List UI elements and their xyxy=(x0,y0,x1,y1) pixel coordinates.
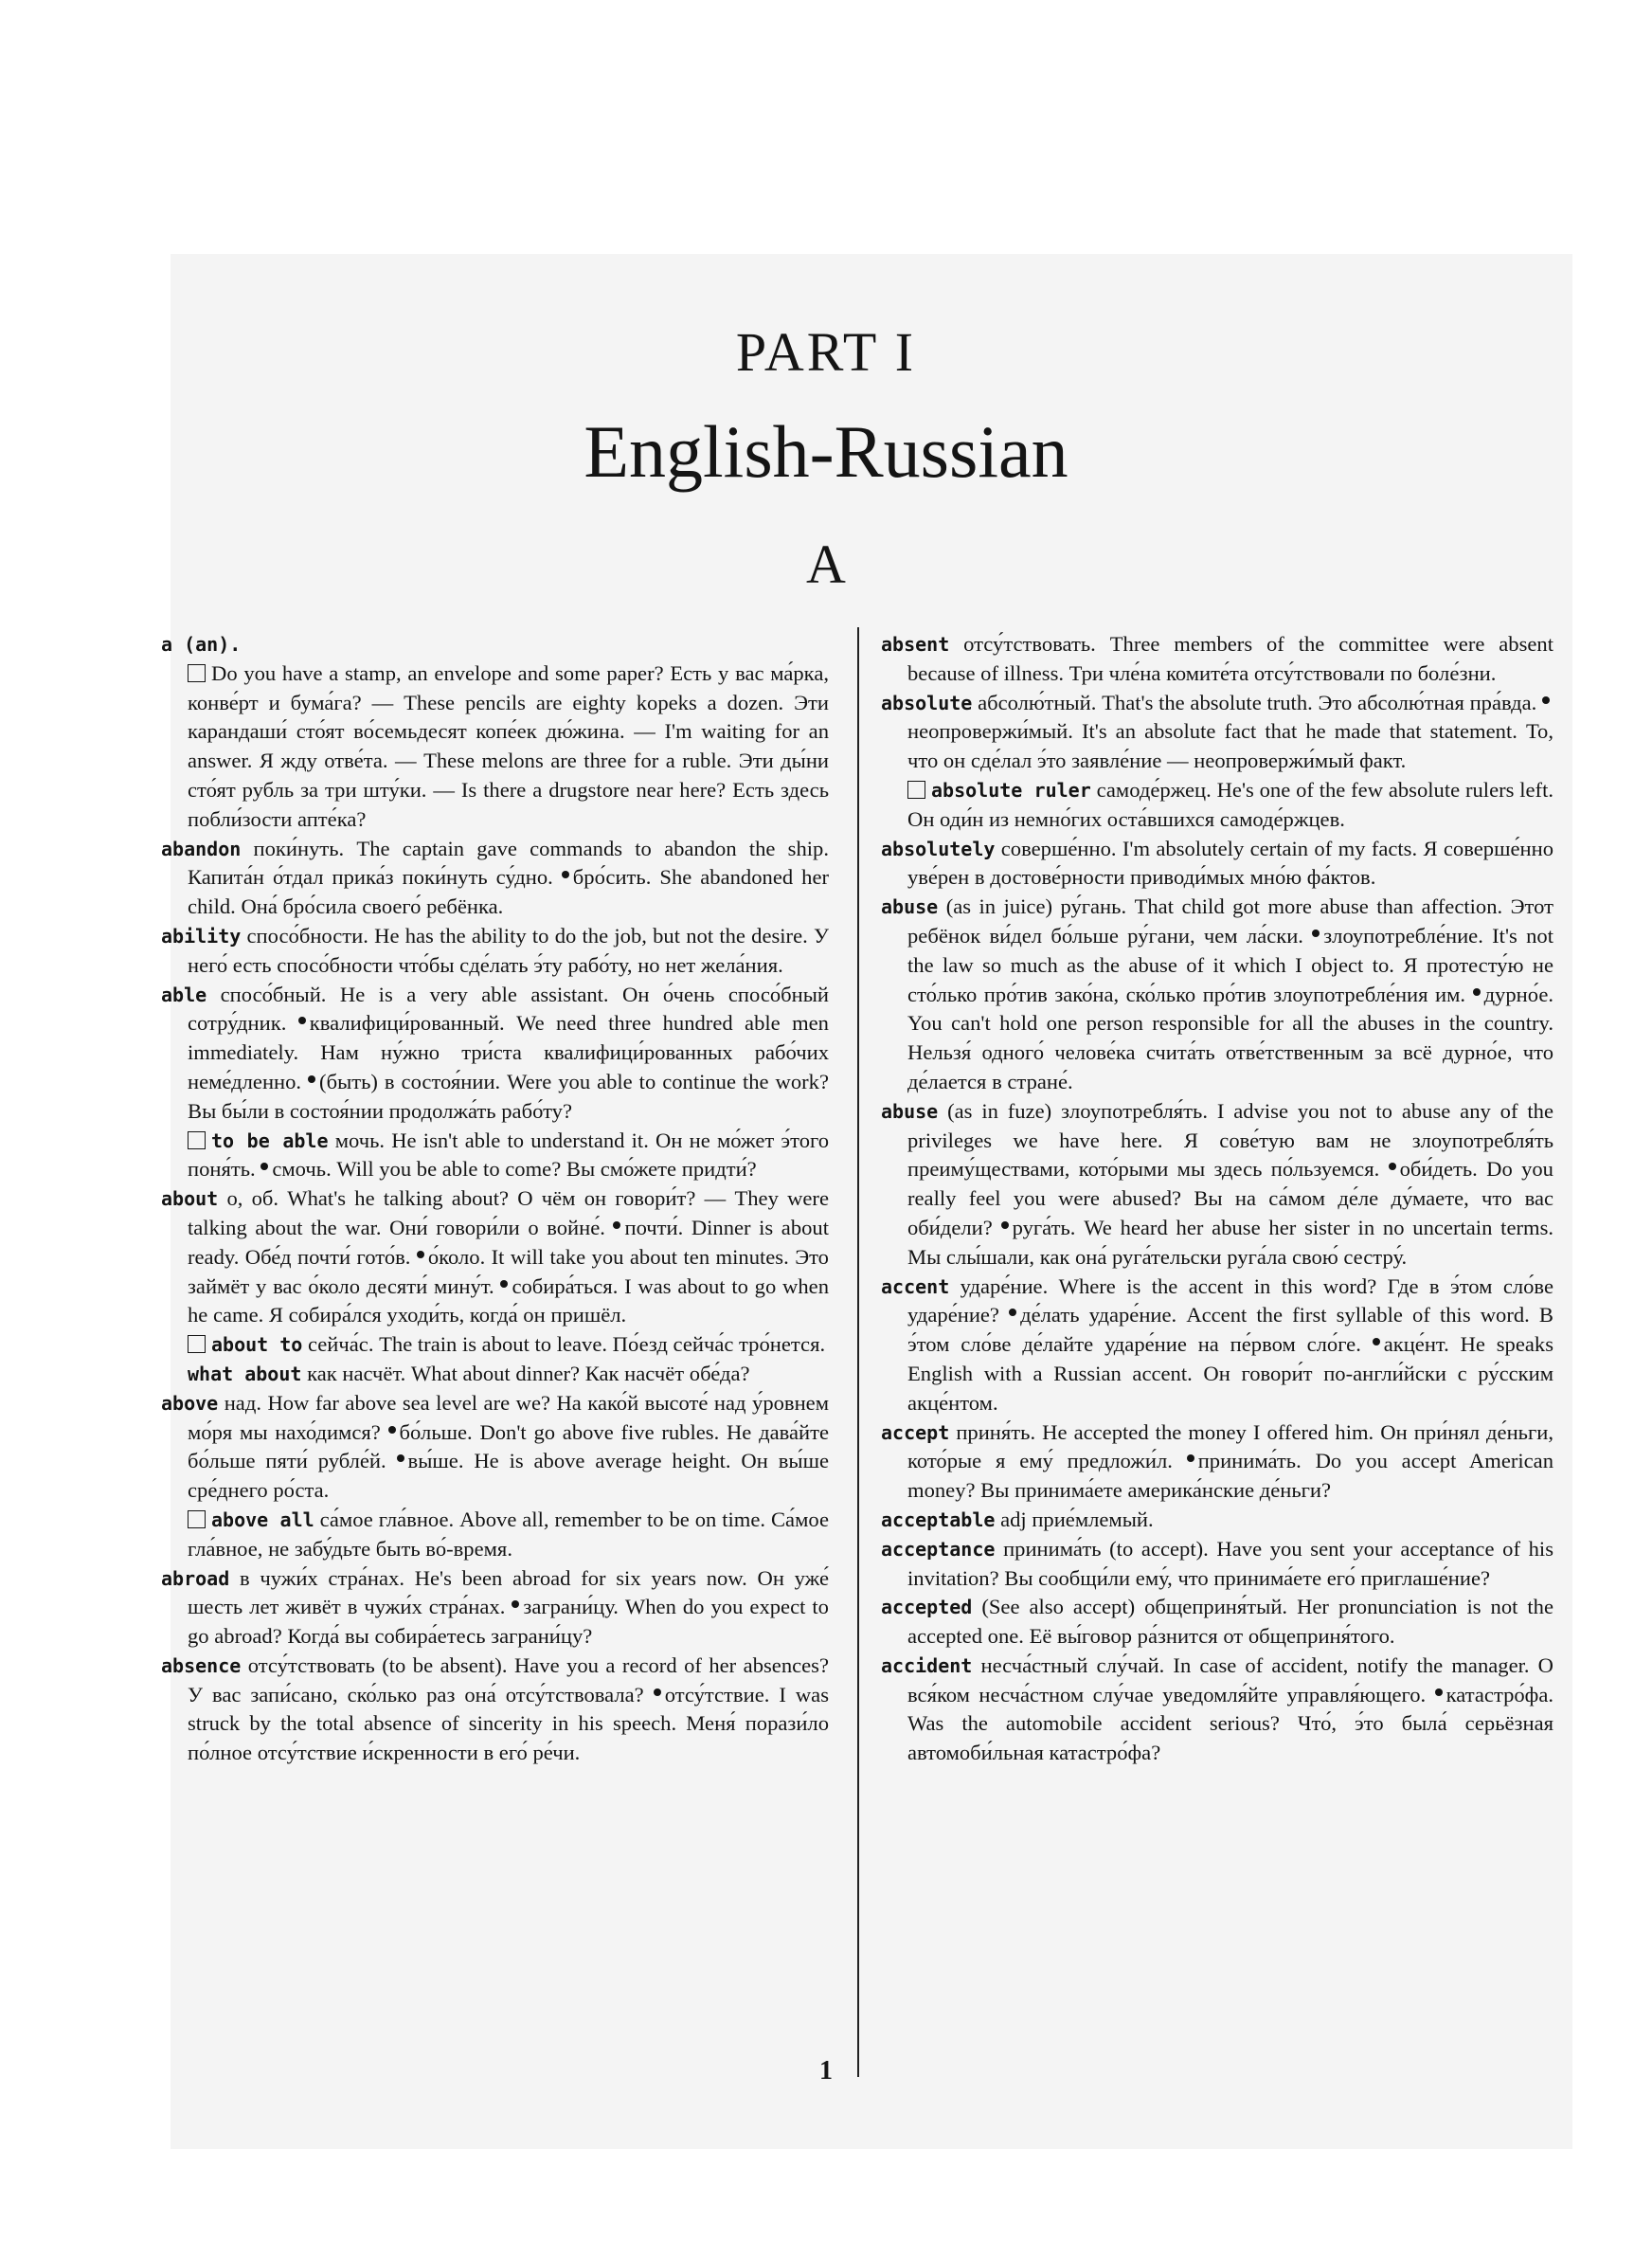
entry-text: спосо́бный. He is a very able assistant. Он о́чень спосо́бный сотру́дник. квалифици́рованный. We need three hundred able men immediately. Нам ну́жно три́ста квалифици́рованных рабо́чих неме́дленно. (быть) в состоя́нии. Were you able to continue the work? Вы бы́ли в состоя́нии продолжа́ть рабо́ту? xyxy=(188,982,829,1123)
bullet-icon xyxy=(308,1075,315,1083)
headword: abuse xyxy=(881,1099,939,1123)
entry-text: (as in juice) ру́гань. That child got more abuse than affection. Этот ребёнок ви́дел бо́льше ру́гани, чем ла́ски. злоупотребле́ние. It's not the law so much as the abuse of it which I object to. Я протесту́ю не сто́лько про́тив зако́на, ско́лько про́тив злоупотребле́ния им. дурно́е. You can't hold one person responsible for all the abuses in the country. Нельзя́ одного́ челове́ка счита́ть отве́тственным за всё дурно́е, что де́лается в стране́. xyxy=(907,894,1553,1093)
bullet-icon xyxy=(298,1017,306,1024)
bullet-icon xyxy=(562,871,569,878)
dictionary-entry xyxy=(881,1506,1553,1535)
entry-text: Do you have a stamp, an envelope and some paper? Есть у вас ма́рка, конве́рт и бума́га? — These pencils are eighty kopeks a dozen. Эти карандаши́ сто́ят во́семьдесят копе́ек дю́жина. — I'm waiting for an answer. Я жду отве́та. — These melons are three for a ruble. Эти ды́ни сто́ят рубль за три шту́ки. — Is there a drugstore near here? Есть здесь побли́зости апте́ка? xyxy=(188,660,829,831)
entry-text: отсу́тствовать (to be absent). Have you a record of her absences? У вас запи́сано, ско́лько раз она́ отсу́тствовала? отсу́тствие. I was struck by the total absence of sincerity in his speech. Меня́ порази́ло по́лное отсу́тствие и́скренности в его́ ре́чи. xyxy=(188,1652,829,1765)
headword: about xyxy=(161,1187,219,1211)
column-divider xyxy=(857,627,859,2077)
box-icon xyxy=(188,1131,206,1149)
bullet-icon xyxy=(397,1454,404,1462)
entry-text: (See also accept) общеприня́тый. Her pronunciation is not the accepted one. Её вы́говор ра́знится от общеприня́того. xyxy=(907,1595,1553,1649)
right-column xyxy=(881,630,1553,1768)
entry-text: самоде́ржец. He's one of the few absolute rulers left. Он оди́н из немно́гих оста́вшихся самоде́ржцев. xyxy=(907,777,1553,831)
dictionary-entry xyxy=(881,1535,1553,1594)
bullet-icon xyxy=(417,1251,424,1258)
dictionary-entry xyxy=(161,1184,829,1330)
headword: abandon xyxy=(161,837,242,860)
bullet-icon xyxy=(1312,930,1320,937)
dictionary-entry xyxy=(161,922,829,981)
headword: a (an). xyxy=(161,633,242,656)
page-number: 1 xyxy=(819,2056,833,2085)
entry-text: сейча́с. The train is about to leave. По́езд сейча́с тро́нется. xyxy=(302,1332,826,1357)
bullet-icon xyxy=(1373,1338,1380,1345)
headword: absolute xyxy=(881,691,973,714)
entry-text: (as in fuze) злоупотребля́ть. I advise you not to abuse any of the privileges we have here. Я сове́тую вам не злоупотребля́ть преиму́ществами, кото́рыми мы здесь по́льзуемся. оби́деть. Do you really feel you were abused? Вы на са́мом де́ле ду́маете, что вас оби́дели? руга́ть. We heard her abuse her sister in no uncertain terms. Мы слы́шали, как она́ руга́тельски руга́ла свою́ сестру́. xyxy=(907,1098,1554,1269)
bullet-icon xyxy=(1001,1221,1009,1229)
entry-text: ударе́ние. Where is the accent in this word? Где в э́том сло́ве ударе́ние? де́лать ударе́ние. Accent the first syllable of this word. В э́том сло́ве де́лайте ударе́ние на пе́рвом сло́ге. акце́нт. He speaks English with a Russian accent. Он говори́т по-англи́йски с ру́сским акце́нтом. xyxy=(907,1273,1554,1415)
box-icon xyxy=(907,781,925,799)
dictionary-entry xyxy=(881,1418,1553,1506)
headword: accept xyxy=(881,1420,950,1444)
headword: absence xyxy=(161,1653,242,1677)
headword: above xyxy=(161,1391,219,1415)
bullet-icon xyxy=(654,1688,661,1696)
entry-text: принима́ть (to accept). Have you sent your acceptance of his invitation? Вы сообщи́ли ему́, что принима́ете его́ приглаше́ние? xyxy=(907,1536,1553,1590)
box-icon xyxy=(188,664,206,682)
bullet-icon xyxy=(1473,988,1481,996)
entry-text: соверше́нно. I'm absolutely certain of my facts. Я соверше́нно уве́рен в достове́рности приводи́мых мно́ю фа́ктов. xyxy=(907,836,1553,890)
box-icon xyxy=(188,1335,206,1353)
headword: accent xyxy=(881,1274,950,1298)
headword: to be able xyxy=(211,1128,329,1152)
sub-entry xyxy=(161,1506,829,1564)
headword: what about xyxy=(188,1362,302,1385)
dictionary-entry xyxy=(161,630,829,659)
section-title: English-Russian xyxy=(584,410,1068,493)
entry-text: спосо́бности. He has the ability to do the job, but not the desire. У него́ есть спосо́бности что́бы сде́лать э́ту рабо́ту, но нет жела́ния. xyxy=(188,923,829,977)
headword: absolutely xyxy=(881,837,996,860)
bullet-icon xyxy=(1009,1309,1016,1316)
headword: acceptance xyxy=(881,1537,996,1561)
left-column xyxy=(161,630,829,1768)
entry-text: абсолю́тный. That's the absolute truth. Это абсолю́тная пра́вда. неопровержи́мый. It's an absolute fact that he made that statement. То, что он сде́лал э́то заявле́ние — неопровержи́мый факт. xyxy=(907,690,1553,773)
headword: acceptable xyxy=(881,1508,996,1531)
bullet-icon xyxy=(260,1163,268,1170)
box-icon xyxy=(188,1510,206,1528)
entry-text: приня́ть. He accepted the money I offered him. Он при́нял де́ньги, кото́рые я ему́ предложи́л. принима́ть. Do you accept American money? Вы принима́ете америка́нские де́ньги? xyxy=(907,1419,1553,1503)
headword: absent xyxy=(881,633,950,656)
headword: able xyxy=(161,983,207,1006)
bullet-icon xyxy=(500,1280,508,1288)
bullet-icon xyxy=(1435,1688,1443,1696)
sub-entry xyxy=(161,659,829,835)
headword: abroad xyxy=(161,1566,230,1590)
entry-text: са́мое гла́вное. Above all, remember to be on time. Са́мое гла́вное, не забу́дьте быть во́-время. xyxy=(188,1507,829,1561)
headword: abuse xyxy=(881,895,939,919)
sub-entry xyxy=(881,776,1553,835)
dictionary-entry xyxy=(881,1652,1553,1768)
part-title: PART I xyxy=(735,321,917,383)
dictionary-entry xyxy=(881,835,1553,894)
bullet-icon xyxy=(512,1600,519,1608)
dictionary-entry xyxy=(161,1389,829,1506)
entry-text: поки́нуть. The captain gave commands to abandon the ship. Капита́н о́тдал прика́з поки́нуть су́дно. бро́сить. She abandoned her child. Она́ бро́сила своего́ ребёнка. xyxy=(188,836,829,919)
headword: accident xyxy=(881,1653,973,1677)
entry-text: о, об. What's he talking about? О чём он говори́т? — They were talking about the war. Они́ говори́ли о войне́. почти́. Dinner is about ready. Обе́д почти́ гото́в. о́коло. It will take you about ten minutes. Это займёт у вас о́коло десяти́ мину́т. собира́ться. I was about to go when he came. Я собира́лся уходи́ть, когда́ он пришёл. xyxy=(188,1186,830,1327)
entry-text: несча́стный слу́чай. In case of accident, notify the manager. О вся́ком несча́стном слу́чае уведомля́йте управля́ющего. катастро́фа. Was the automobile accident serious? Что́, э́то была́ серьёзная автомоби́льная катастро́фа? xyxy=(907,1652,1553,1765)
dictionary-entry xyxy=(881,1097,1553,1273)
dictionary-entry xyxy=(881,893,1553,1097)
dictionary-entry xyxy=(881,689,1553,776)
dictionary-entry xyxy=(881,1593,1553,1652)
entry-text: отсу́тствовать. Three members of the committee were absent because of illness. Три чле́на комите́та отсу́тствовали по боле́зни. xyxy=(907,632,1553,685)
bullet-icon xyxy=(1542,696,1550,704)
headword: absolute ruler xyxy=(931,778,1091,802)
headword: ability xyxy=(161,924,242,948)
dictionary-entry xyxy=(881,1273,1553,1418)
sub-entry xyxy=(161,1127,829,1185)
entry-text: над. How far above sea level are we? На како́й высоте́ над у́ровнем мо́ря мы нахо́димся? бо́льше. Don't go above five rubles. Не дава́йте бо́льше пяти́ рубле́й. вы́ше. He is above average height. Он вы́ше сре́днего ро́ста. xyxy=(188,1390,829,1503)
entry-text: в чужи́х стра́нах. He's been abroad for six years now. Он уже́ шесть лет живёт в чужи́х стра́нах. заграни́цу. When do you expect to go abroad? Когда́ вы собира́етесь заграни́цу? xyxy=(188,1565,829,1649)
headword: about to xyxy=(211,1333,303,1357)
letter-heading: A xyxy=(806,533,846,595)
entry-text: мочь. He isn't able to understand it. Он не мо́жет э́того поня́ть. смочь. Will you be able to come? Вы смо́жете придти́? xyxy=(188,1128,829,1182)
bullet-icon xyxy=(388,1426,396,1434)
sub-entry xyxy=(161,1360,829,1389)
bullet-icon xyxy=(1187,1454,1194,1462)
dictionary-entry xyxy=(881,630,1553,689)
dictionary-entry xyxy=(161,1652,829,1768)
dictionary-entry xyxy=(161,981,829,1127)
entry-text: как насчёт. What about dinner? Как насчёт обе́да? xyxy=(301,1361,750,1385)
headword: accepted xyxy=(881,1596,973,1619)
dictionary-entry xyxy=(161,835,829,922)
entry-text: adj прие́млемый. xyxy=(995,1507,1154,1531)
sub-entry xyxy=(161,1330,829,1360)
bullet-icon xyxy=(1389,1163,1396,1170)
headword: above all xyxy=(211,1508,314,1531)
bullet-icon xyxy=(613,1221,620,1229)
dictionary-entry xyxy=(161,1564,829,1652)
